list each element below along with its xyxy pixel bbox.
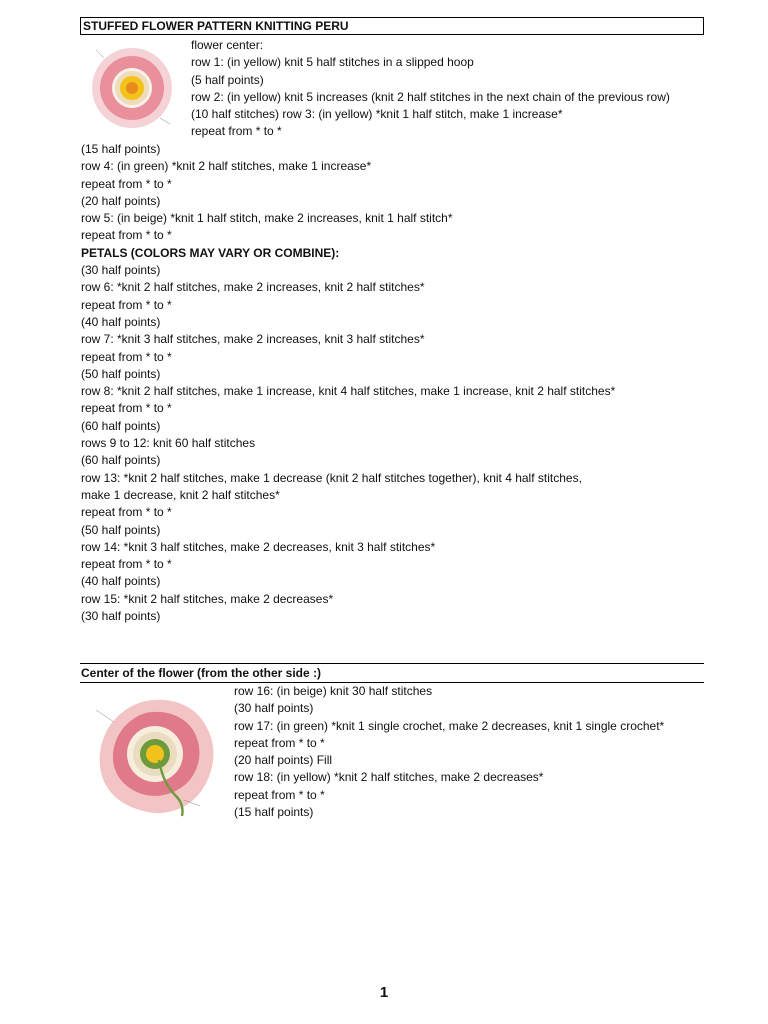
orange-core <box>126 82 138 94</box>
section1-aside-text <box>191 37 670 141</box>
text-line: repeat from * to * <box>81 176 172 191</box>
text-line: repeat from * to * <box>81 297 172 312</box>
text-line: rows 9 to 12: knit 60 half stitches <box>81 436 256 451</box>
text-line: repeat from * to * <box>234 787 325 802</box>
flower-photo <box>80 688 230 828</box>
text-line: row 7: *knit 3 half stitches, make 2 increases, knit 3 half stitches* <box>81 332 425 347</box>
text-line: row 16: (in beige) knit 30 half stitches <box>234 684 433 698</box>
text-line: (30 half points) <box>81 609 161 624</box>
text-line: (60 half points) <box>81 453 161 468</box>
section2-body-text <box>234 683 664 821</box>
text-line: row 8: *knit 2 half stitches, make 1 increase, knit 4 half stitches, make 1 increase, knit 2 half stitches* <box>81 384 616 399</box>
text-line: (20 half points) Fill <box>234 753 333 768</box>
yellow-center <box>146 745 164 763</box>
text-line: flower center: <box>191 38 264 52</box>
text-line: repeat from * to * <box>81 349 172 364</box>
text-line: (30 half points) <box>234 701 314 716</box>
text-line: make 1 decrease, knit 2 half stitches* <box>81 487 280 502</box>
text-line: repeat from * to * <box>81 505 172 520</box>
text-line: row 18: (in yellow) *knit 2 half stitches, make 2 decreases* <box>234 770 544 785</box>
section-divider-top <box>80 663 704 664</box>
text-line: (30 half points) <box>81 263 161 278</box>
text-line: (15 half points) <box>81 142 161 156</box>
text-line: row 17: (in green) *knit 1 single crochet, make 2 decreases, knit 1 single crochet* <box>234 718 665 733</box>
text-line: (10 half stitches) row 3: (in yellow) *knit 1 half stitch, make 1 increase* <box>191 107 563 122</box>
text-line: repeat from * to * <box>81 557 172 572</box>
text-line: (40 half points) <box>81 574 161 589</box>
text-line: row 2: (in yellow) knit 5 increases (knit 2 half stitches in the next chain of the previous row) <box>191 89 670 104</box>
text-line: row 4: (in green) *knit 2 half stitches, make 1 increase* <box>81 159 372 174</box>
text-line: (15 half points) <box>234 805 314 820</box>
text-line: (5 half points) <box>191 72 264 87</box>
section1-body-text <box>81 141 615 625</box>
text-line: (50 half points) <box>81 522 161 537</box>
text-line: row 6: *knit 2 half stitches, make 2 increases, knit 2 half stitches* <box>81 280 425 295</box>
text-line: row 5: (in beige) *knit 1 half stitch, make 2 increases, knit 1 half stitch* <box>81 211 453 226</box>
text-line: repeat from * to * <box>234 735 325 750</box>
text-line: (40 half points) <box>81 314 161 329</box>
section2-heading: Center of the flower (from the other side :) <box>81 666 322 680</box>
text-line: repeat from * to * <box>81 228 172 243</box>
flower-center-photo <box>86 42 186 138</box>
text-line: (60 half points) <box>81 418 161 433</box>
petals-heading: PETALS (COLORS MAY VARY OR COMBINE): <box>81 245 340 260</box>
text-line: (50 half points) <box>81 366 161 381</box>
text-line: row 14: *knit 3 half stitches, make 2 decreases, knit 3 half stitches* <box>81 539 436 554</box>
page-number: 1 <box>379 984 389 1001</box>
text-line: repeat from * to * <box>191 124 282 139</box>
text-line: row 1: (in yellow) knit 5 half stitches in a slipped hoop <box>191 55 474 70</box>
text-line: row 13: *knit 2 half stitches, make 1 decrease (knit 2 half stitches together), knit 4 half stitches, <box>81 470 582 485</box>
text-line: (20 half points) <box>81 193 161 208</box>
text-line: row 15: *knit 2 half stitches, make 2 decreases* <box>81 591 334 606</box>
text-line: repeat from * to * <box>81 401 172 416</box>
document-title: STUFFED FLOWER PATTERN KNITTING PERU <box>80 17 704 35</box>
